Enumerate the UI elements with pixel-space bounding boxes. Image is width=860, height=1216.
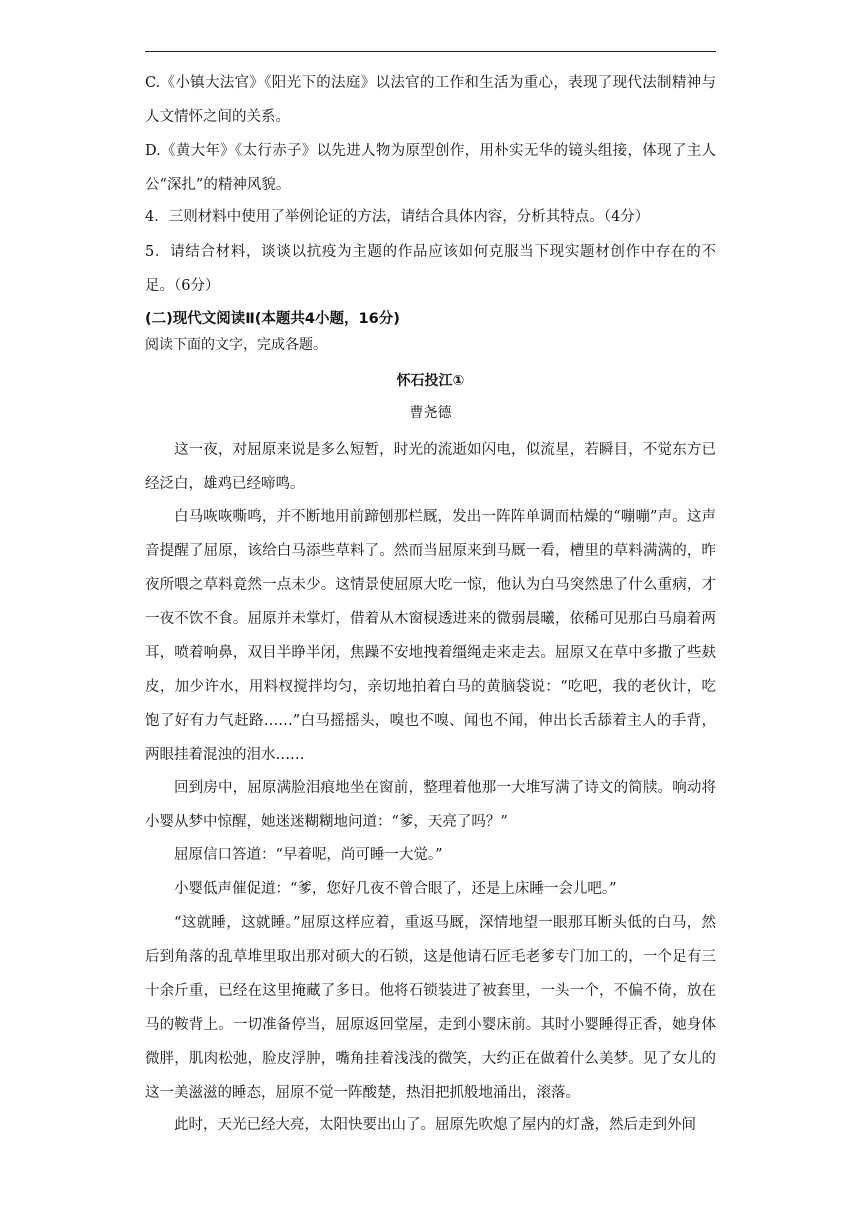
story-paragraph: 此时，天光已经大亮，太阳快要出山了。屈原先吹熄了屋内的灯盏，然后走到外间 <box>174 1117 696 1133</box>
story-author: 曹尧德 <box>409 405 452 421</box>
section-instruction: 阅读下面的文字，完成各题。 <box>145 337 327 353</box>
story-paragraph: 小婴低声催促道：“爹，您好几夜不曾合眼了，还是上床睡一会儿吧。” <box>174 881 617 897</box>
story-paragraph: “这就睡，这就睡。”屈原这样应着，重返马厩，深情地望一眼那耳断头低的白马，然后到角落的乱草堆里取出那对硕大的石锁，这是他请石匠毛老爹专门加工的，一个足有三十余斤重，已经在这里掩藏了多日。他将石锁装进了被套里，一头一个，不偏不倚，放在马的鞍背上。一切准备停当，屈原返回堂屋，走到小婴床前。其时小婴睡得正香，她身体微胖，肌肉松弛，脸皮浮肿，嘴角挂着浅浅的微笑，大约正在做着什么美梦。见了女儿的这一美滋滋的睡态，屈原不觉一阵酸楚，热泪把抓般地涌出，滚落。 <box>145 915 716 1101</box>
story-paragraph: 这一夜，对屈原来说是多么短暂，时光的流逝如闪电，似流星，若瞬目，不觉东方已经泛白，雄鸡已经啼鸣。 <box>145 442 716 492</box>
story-paragraph: 回到房中，屈原满脸泪痕地坐在窗前，整理着他那一大堆写满了诗文的简牍。响动将小婴从梦中惊醒，她迷迷糊糊地问道：“爹，天亮了吗？” <box>145 780 716 830</box>
question-4: 4．三则材料中使用了举例论证的方法，请结合具体内容，分析其特点。（4分） <box>145 209 650 225</box>
question-5: 5．请结合材料，谈谈以抗疫为主题的作品应该如何克服当下现实题材创作中存在的不足。（6分） <box>145 244 716 294</box>
section-heading: (二)现代文阅读Ⅱ(本题共4小题，16分) <box>145 311 400 327</box>
story-paragraph: 白马咴咴嘶鸣，并不断地用前蹄刨那栏厩，发出一阵阵单调而枯燥的“嘣嘣”声。这声音提醒了屈原，该给白马添些草料了。然而当屈原来到马厩一看，槽里的草料满满的，昨夜所喂之草料竟然一点未少。这情景使屈原大吃一惊，他认为白马突然患了什么重病，才一夜不饮不食。屈原并未掌灯，借着从木窗棂透进来的微弱晨曦，依稀可见那白马扇着两耳，喷着响鼻，双目半睁半闭，焦躁不安地拽着缰绳走来走去。屈原又在草中多撒了些麸皮，加少许水，用料杈搅拌均匀，亲切地拍着白马的黄脑袋说：“吃吧，我的老伙计，吃饱了好有力气赶路……”白马摇摇头，嗅也不嗅、闻也不闻，伸出长舌舔着主人的手背，两眼挂着混浊的泪水…… <box>145 509 716 763</box>
story-title: 怀石投江① <box>396 373 465 389</box>
header-rule <box>145 51 716 52</box>
story-paragraph: 屈原信口答道：“早着呢，尚可睡一大觉。” <box>174 847 443 863</box>
option-c: C.《小镇大法官》《阳光下的法庭》以法官的工作和生活为重心，表现了现代法制精神与人文情怀之间的关系。 <box>145 75 716 125</box>
option-d: D.《黄大年》《太行赤子》以先进人物为原型创作，用朴实无华的镜头组接，体现了主人公“深扎”的精神风貌。 <box>145 143 716 193</box>
